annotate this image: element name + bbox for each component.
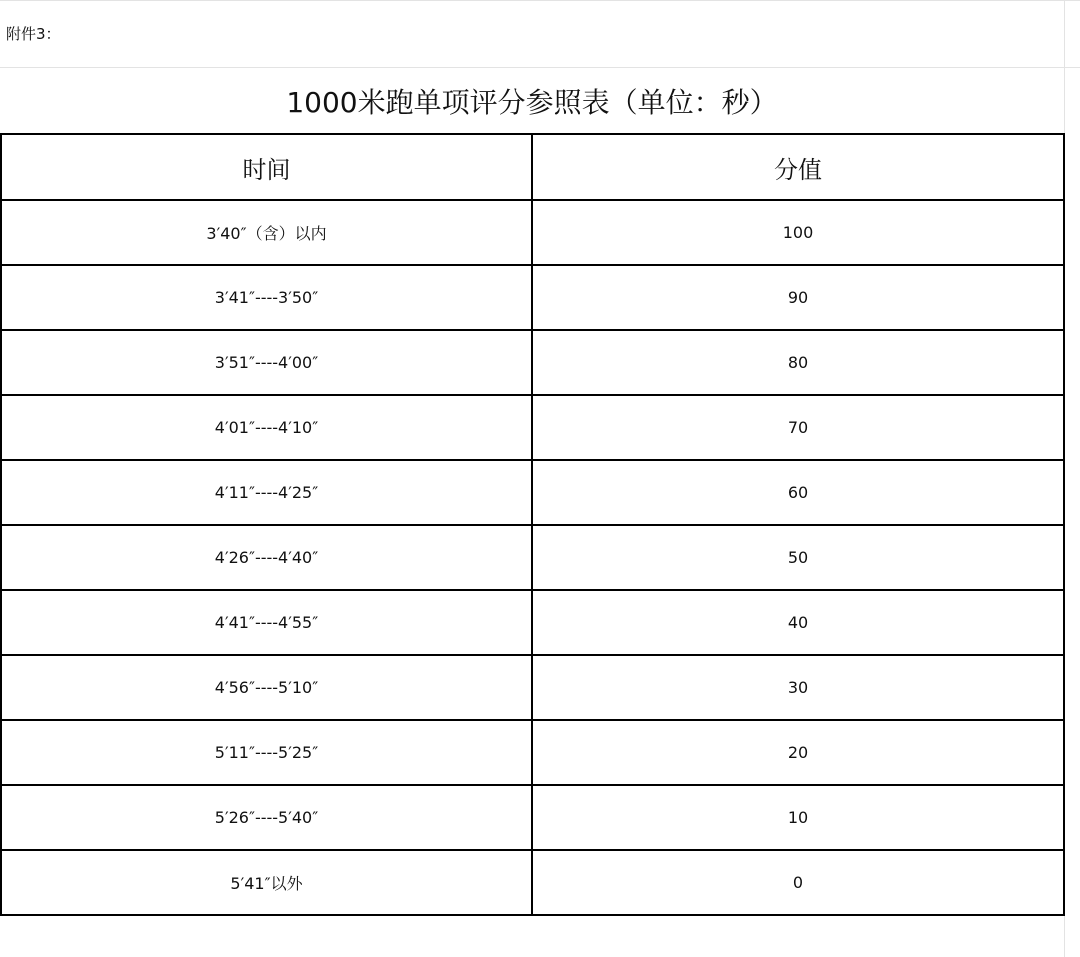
- header-score[interactable]: 分值: [532, 134, 1064, 200]
- score-cell[interactable]: 10: [532, 785, 1064, 850]
- score-cell[interactable]: 100: [532, 200, 1064, 265]
- score-cell[interactable]: 50: [532, 525, 1064, 590]
- sheet-gridline: [0, 0, 1080, 1]
- header-time[interactable]: 时间: [1, 134, 532, 200]
- score-cell[interactable]: 30: [532, 655, 1064, 720]
- table-row: [1, 525, 1064, 590]
- table-row: [1, 460, 1064, 525]
- score-cell[interactable]: 60: [532, 460, 1064, 525]
- table-row: [1, 850, 1064, 915]
- table-row: [1, 590, 1064, 655]
- score-cell[interactable]: 70: [532, 395, 1064, 460]
- table-row: [1, 655, 1064, 720]
- time-cell[interactable]: 4′41″----4′55″: [1, 590, 532, 655]
- time-cell[interactable]: 3′41″----3′50″: [1, 265, 532, 330]
- time-cell[interactable]: 4′56″----5′10″: [1, 655, 532, 720]
- score-cell[interactable]: 20: [532, 720, 1064, 785]
- table-row: [1, 720, 1064, 785]
- table-row: [1, 330, 1064, 395]
- score-cell[interactable]: 40: [532, 590, 1064, 655]
- table-row: [1, 785, 1064, 850]
- table-header-row: [1, 134, 1064, 200]
- time-cell[interactable]: 4′26″----4′40″: [1, 525, 532, 590]
- time-cell[interactable]: 5′41″以外: [1, 850, 532, 915]
- score-cell[interactable]: 90: [532, 265, 1064, 330]
- time-cell[interactable]: 4′11″----4′25″: [1, 460, 532, 525]
- page-title: 1000米跑单项评分参照表（单位：秒）: [286, 86, 778, 119]
- time-cell[interactable]: 4′01″----4′10″: [1, 395, 532, 460]
- score-cell[interactable]: 0: [532, 850, 1064, 915]
- time-cell[interactable]: 5′11″----5′25″: [1, 720, 532, 785]
- score-table: [0, 133, 1065, 916]
- time-cell[interactable]: 3′40″（含）以内: [1, 200, 532, 265]
- time-cell[interactable]: 5′26″----5′40″: [1, 785, 532, 850]
- score-cell[interactable]: 80: [532, 330, 1064, 395]
- attachment-label: 附件3：: [6, 25, 61, 43]
- table-row: [1, 395, 1064, 460]
- time-cell[interactable]: 3′51″----4′00″: [1, 330, 532, 395]
- table-row: [1, 265, 1064, 330]
- table-row: [1, 200, 1064, 265]
